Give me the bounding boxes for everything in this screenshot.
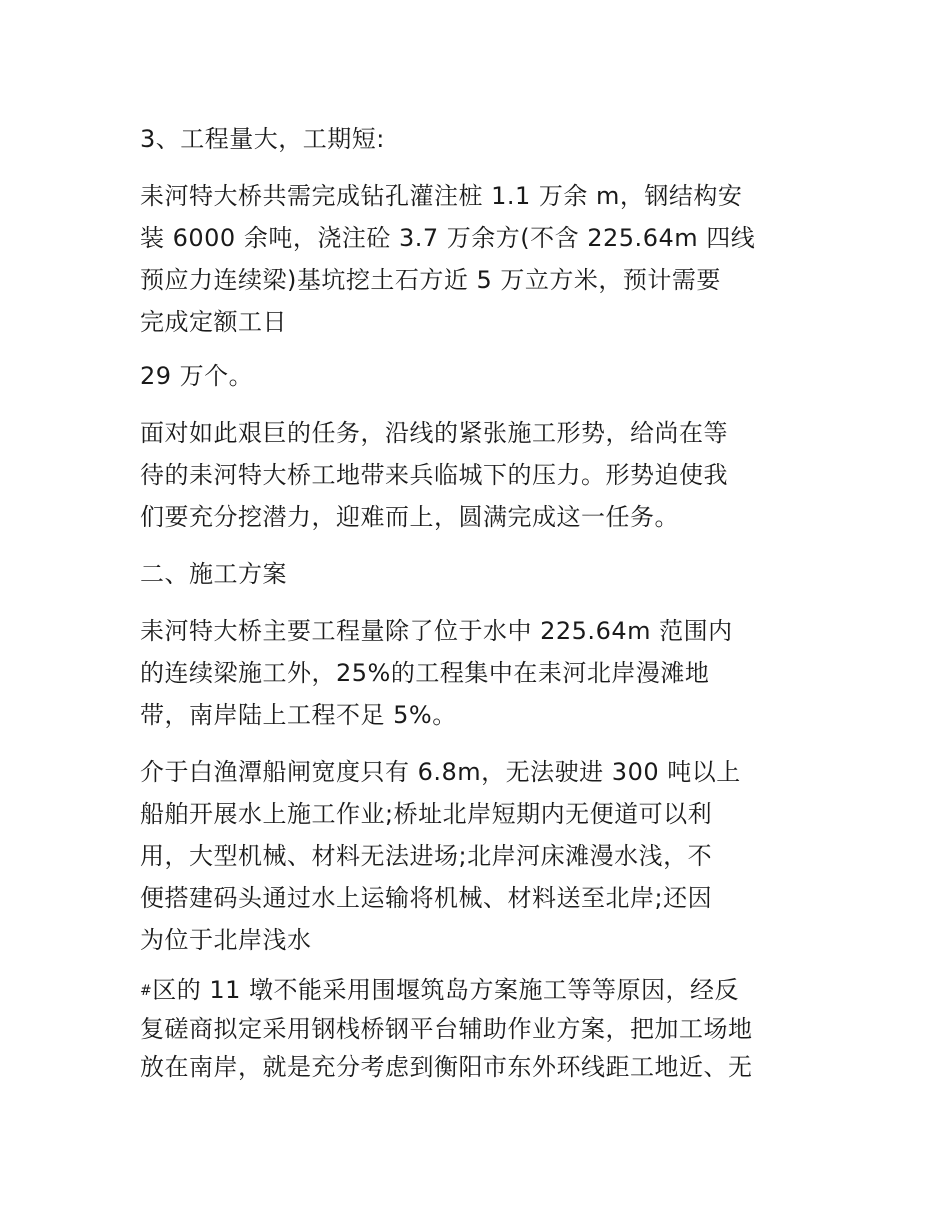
heading-workload: 3、工程量大，工期短:	[140, 125, 385, 153]
paragraph-pressure: 面对如此艰巨的任务，沿线的紧张施工形势，给尚在等 待的耒河特大桥工地带来兵临城下的压力。形势迫使我 们要充分挖潜力，迎难而上，圆满完成这一任务。	[140, 419, 728, 531]
paragraph-plan-decision	[140, 971, 820, 1086]
paragraph-quantities: 耒河特大桥共需完成钻孔灌注桩 1.1 万余 m，钢结构安 装 6000 余吨，浇注砼 3.7 万余方(不含 225.64m 四线 预应力连续梁)基坑挖土石方近 5 万立方米，预计需要 完成定额工日	[140, 182, 756, 336]
paragraph-main-works: 耒河特大桥主要工程量除了位于水中 225.64m 范围内 的连续梁施工外，25%的工程集中在耒河北岸漫滩地 带，南岸陆上工程不足 5%。	[140, 617, 733, 729]
paragraph-workdays: 29 万个。	[140, 362, 254, 390]
hash-mark: #	[140, 983, 153, 999]
section-title-construction-plan: 二、施工方案	[140, 560, 287, 588]
paragraph-plan-decision-text: 区的 11 墩不能采用围堰筑岛方案施工等等原因，经反 复磋商拟定采用钢栈桥钢平台辅助作业方案，把加工场地 放在南岸，就是充分考虑到衡阳市东外环线距工地近、无	[140, 976, 753, 1081]
paragraph-site-constraints: 介于白渔潭船闸宽度只有 6.8m，无法驶进 300 吨以上 船舶开展水上施工作业;桥址北岸短期内无便道可以利 用，大型机械、材料无法进场;北岸河床滩漫水浅，不 便搭建码头通过水上运输将机械、材料送至北岸;还因 为位于北岸浅水	[140, 758, 741, 954]
document-page	[140, 118, 820, 1086]
